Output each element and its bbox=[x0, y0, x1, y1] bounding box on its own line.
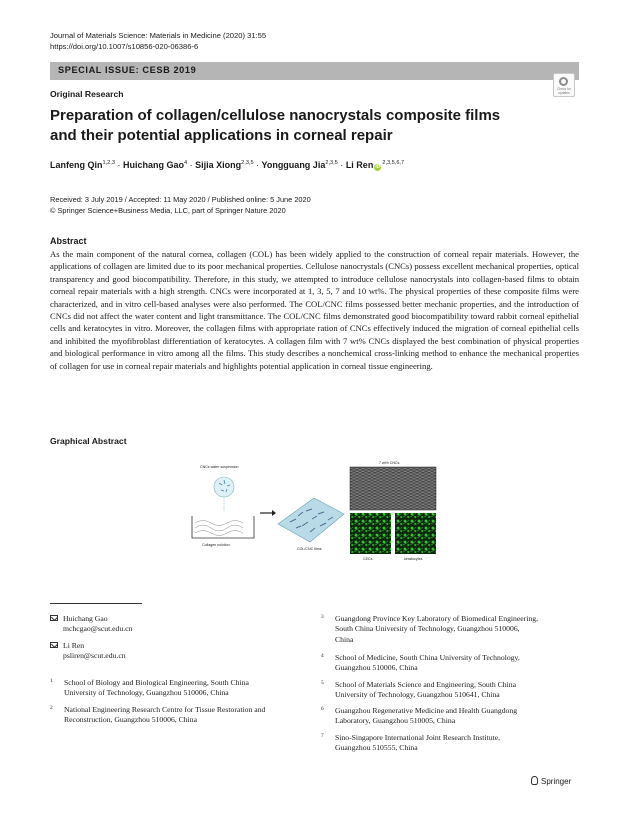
publication-history bbox=[50, 195, 311, 216]
doi-link[interactable]: https://doi.org/10.1007/s10856-020-06386-6 bbox=[50, 41, 199, 51]
process-arrowhead bbox=[272, 510, 276, 516]
footer-divider bbox=[50, 603, 142, 604]
affiliation-line: School of Biology and Biological Engineering, South China bbox=[64, 678, 249, 687]
affiliation-number: 5 bbox=[321, 680, 324, 686]
affiliation-line: School of Medicine, South China University of Technology, bbox=[335, 653, 520, 662]
running-header bbox=[50, 31, 266, 52]
keratocytes-label: keratocytes bbox=[404, 557, 423, 561]
affiliation-line: National Engineering Research Centre for Tissue Restoration and bbox=[64, 705, 266, 714]
affiliation-line: Laboratory, Guangzhou 510005, China bbox=[335, 716, 456, 726]
author-name[interactable]: Yongguang Jia bbox=[261, 160, 326, 170]
dates-line: Received: 3 July 2019 / Accepted: 11 May 2020 / Published online: 5 June 2020 bbox=[50, 195, 311, 204]
cecs-label: CECs bbox=[363, 557, 373, 561]
affiliation-line: School of Materials Science and Engineering, South China bbox=[335, 680, 517, 689]
affiliation-line: South China University of Technology, Guangzhou 510006, bbox=[335, 624, 520, 634]
crossmark-icon bbox=[559, 77, 568, 86]
affiliation-number: 6 bbox=[321, 706, 324, 712]
article-title bbox=[50, 106, 530, 146]
author-name[interactable]: Li Ren bbox=[345, 160, 374, 170]
affiliation-line: Sino-Singapore International Joint Research Institute, bbox=[335, 733, 501, 742]
author-name[interactable]: Lanfeng Qin bbox=[50, 160, 103, 170]
springer-horse-icon bbox=[531, 776, 538, 785]
collagen-solution-label: Collagen solution bbox=[202, 543, 230, 547]
title-line-2: and their potential applications in corneal repair bbox=[50, 127, 393, 144]
abstract-body: As the main component of the natural cornea, collagen (COL) has been widely applied to the construction of corneal repair materials. However, the applications of collagen are limited due to its poor mechanical properties. Cellulose nanocrystals (CNCs) possess excellent mechanical properties, optical transparency and good biocompatibility. Therefore, in this study, we attempted to introduce cellulose nanocrystals into collagen-based films to obtain corneal repair materials with a high strength. CNCs were incorporated at 1, 3, 5, 7 and 10 wt%. The physical properties of these composite films were characterized, and in vitro cell-based analyses were also performed. The COL/CNC films possessed better mechanic properties, and the introduction of CNCs did not affect the water content and light transmittance. The COL/CNC films demonstrated good biocompatibility toward rabbit corneal epithelial cells and keratocytes in vitro. Moreover, the collagen films with appropriate ration of CNCs effectively induced the migration of corneal epithelial cells and inhibited the myofibroblast differentiation of keratocytes. A collagen film with 7 wt% CNCs displayed the best combination of physical properties and biological performance in vitro among all the films. This study describes a nonchemical cross-linking method to enhance the mechanical properties of collagen for use in corneal repair materials and highlights potential application in corneal tissue engineering. bbox=[50, 249, 579, 371]
collagen-fibrils bbox=[195, 521, 243, 536]
mail-icon bbox=[50, 615, 58, 621]
contact-name: Li Ren bbox=[63, 641, 85, 650]
affiliation-line: University of Technology, Guangzhou 510006, China bbox=[64, 688, 229, 698]
publisher-name: Springer bbox=[541, 777, 572, 786]
journal-citation: Journal of Materials Science: Materials in Medicine (2020) 31:55 bbox=[50, 31, 267, 40]
author-name[interactable]: Huichang Gao bbox=[122, 160, 184, 170]
keratocyte-fluorescence-image bbox=[395, 513, 436, 554]
contact-name: Huichang Gao bbox=[63, 614, 108, 623]
graphical-abstract-heading: Graphical Abstract bbox=[50, 436, 127, 446]
cec-fluorescence-image bbox=[350, 513, 391, 554]
graphical-abstract-figure bbox=[186, 456, 444, 568]
col-cnc-film bbox=[278, 498, 344, 542]
special-issue-label: SPECIAL ISSUE: CESB 2019 bbox=[58, 65, 197, 75]
publisher-logo bbox=[531, 776, 571, 786]
affiliation-line: Guangzhou 510555, China bbox=[335, 743, 418, 753]
affiliation-line: Guangzhou 510006, China bbox=[335, 663, 418, 673]
affiliation-line: Guangdong Province Key Laboratory of Biomedical Engineering, bbox=[335, 614, 539, 623]
author-separator: · bbox=[117, 160, 121, 170]
affiliation-number: 7 bbox=[321, 733, 324, 739]
affiliation-number: 2 bbox=[50, 705, 53, 711]
copyright-line: © Springer Science+Business Media, LLC, part of Springer Nature 2020 bbox=[50, 205, 286, 215]
affiliation-number: 4 bbox=[321, 653, 324, 659]
mail-icon bbox=[50, 642, 58, 648]
sem-image bbox=[350, 467, 436, 510]
affiliation-line: Reconstruction, Guangzhou 510006, China bbox=[64, 715, 198, 725]
author-name[interactable]: Sijia Xiong bbox=[195, 160, 242, 170]
cnc-suspension-label: CNCs water suspension bbox=[200, 465, 239, 469]
contact-email[interactable]: psliren@scut.edu.cn bbox=[63, 651, 126, 661]
author-affiliation: 2,3,5 bbox=[241, 160, 254, 166]
affiliation-line: University of Technology, Guangzhou 510641, China bbox=[335, 690, 500, 700]
orcid-icon[interactable]: iD bbox=[375, 164, 381, 170]
film-label: COL/CNC films bbox=[297, 547, 322, 551]
crossmark-label: Check for updates bbox=[557, 87, 571, 95]
author-separator: · bbox=[256, 160, 260, 170]
author-affiliation: 2,3,5 bbox=[325, 160, 338, 166]
crossmark-badge[interactable] bbox=[553, 73, 575, 97]
author-list bbox=[50, 160, 404, 171]
author-affiliation: 1,2,3 bbox=[102, 160, 115, 166]
article-type: Original Research bbox=[50, 89, 124, 99]
affiliation-number: 3 bbox=[321, 614, 324, 620]
author-affiliation: 2,3,5,6,7 bbox=[382, 160, 405, 166]
author-separator: · bbox=[340, 160, 344, 170]
affiliation-line: China bbox=[335, 634, 354, 644]
author-affiliation: 4 bbox=[184, 160, 188, 166]
title-line-1: Preparation of collagen/cellulose nanocrystals composite films bbox=[50, 107, 501, 124]
abstract-heading: Abstract bbox=[50, 236, 87, 246]
affiliation-number: 1 bbox=[50, 678, 53, 684]
seven-wt-label: 7 wt% CNCs bbox=[379, 461, 400, 465]
author-separator: · bbox=[189, 160, 193, 170]
affiliation-line: Guangzhou Regenerative Medicine and Health Guangdong bbox=[335, 706, 518, 715]
special-issue-banner bbox=[50, 62, 579, 80]
contact-email[interactable]: mchcgao@scut.edu.cn bbox=[63, 624, 133, 634]
